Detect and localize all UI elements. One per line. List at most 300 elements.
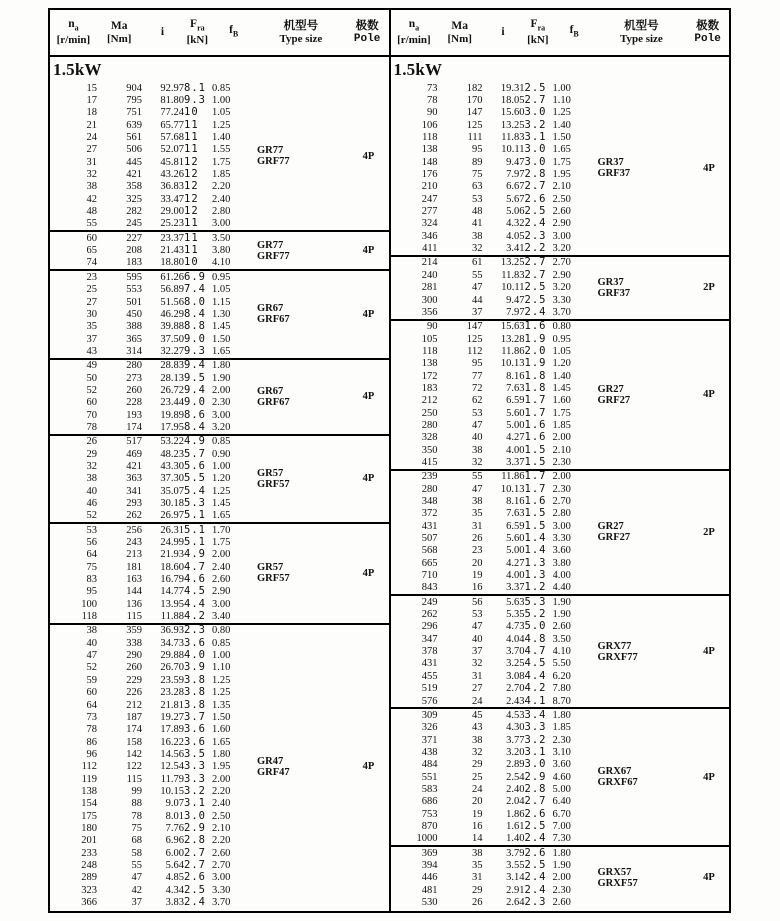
cell-fb: 2.20 (212, 785, 231, 797)
cell-na: 551 (421, 771, 438, 783)
cell-fb: 1.10 (212, 662, 231, 674)
cell-ma: 445 (126, 156, 142, 168)
cell-i: 28.83 (160, 360, 184, 372)
cell-na: 210 (421, 181, 438, 193)
gear-group-GR57 (50, 435, 390, 523)
cell-fra: 4.2 (524, 682, 547, 695)
cell-na: 31 (86, 156, 97, 168)
cell-i: 3.20 (506, 746, 525, 758)
cell-na: 53 (86, 524, 97, 536)
gear-group-GR37 (391, 82, 731, 256)
cell-fra: 2.7 (184, 859, 206, 871)
cell-pole: 4P (703, 872, 715, 884)
cell-na: 411 (422, 243, 438, 255)
cell-fb: 1.80 (212, 360, 231, 372)
cell-i: 39.88 (160, 321, 184, 333)
cell-na: 25 (86, 284, 97, 296)
cell-type-size (598, 320, 688, 470)
cell-fra: 2.6 (524, 846, 547, 859)
cell-type-size (257, 82, 347, 231)
cell-fra: 8.4 (184, 308, 206, 320)
cell-ma: 115 (126, 773, 142, 785)
cell-i: 7.63 (506, 508, 525, 520)
cell-fra: 2.0 (524, 345, 547, 357)
cell-ma: 112 (467, 345, 483, 357)
cell-i: 2.89 (506, 759, 525, 771)
cell-pole: 4P (703, 389, 715, 401)
cell-fb: 6.20 (552, 670, 571, 682)
cell-i: 17.89 (160, 724, 184, 736)
type-size-label: GRX57 (597, 866, 632, 878)
type-size-label: GR27 (597, 521, 624, 533)
cell-fra: 4.9 (184, 435, 206, 448)
cell-na: 29 (86, 448, 97, 460)
cell-fb: 2.30 (552, 884, 571, 896)
cell-na: 95 (86, 586, 97, 598)
cell-na: 55 (86, 218, 97, 230)
cell-type-size (257, 435, 347, 523)
cell-pole: 4P (362, 308, 375, 320)
cell-i: 21.43 (160, 245, 184, 257)
cell-i: 2.43 (506, 695, 525, 707)
cell-i: 5.63 (506, 596, 525, 608)
cell-na: 138 (81, 785, 97, 797)
cell-fb: 1.40 (552, 370, 571, 382)
cell-na: 348 (421, 496, 438, 508)
cell-i: 18.80 (160, 257, 184, 269)
cell-ma: 75 (131, 822, 142, 834)
cell-fb: 1.00 (212, 460, 231, 472)
gear-group-GR47 (50, 624, 390, 909)
cell-fb: 1.90 (212, 372, 231, 384)
cell-ma: 38 (472, 230, 483, 242)
cell-fb: 3.80 (212, 245, 231, 257)
cell-ma: 421 (126, 460, 142, 472)
column-header-label: Ma (451, 19, 468, 32)
cell-fra: 11 (184, 231, 199, 244)
cell-fra: 2.6 (184, 871, 206, 884)
cell-na: 52 (86, 662, 97, 674)
cell-fb: 2.10 (552, 181, 571, 193)
cell-fra: 1.7 (524, 470, 547, 483)
cell-fra: 1.5 (524, 456, 547, 468)
cell-fb: 1.80 (552, 847, 571, 859)
cell-fra: 8.4 (184, 421, 206, 433)
column-header-label: i (160, 26, 165, 38)
cell-fra: 2.5 (524, 281, 547, 294)
cell-na: 64 (86, 549, 97, 561)
cell-ma: 35 (472, 508, 483, 520)
cell-ma: 45 (472, 709, 483, 721)
cell-i: 56.89 (160, 284, 184, 296)
cell-na: 346 (421, 230, 438, 242)
cell-na: 86 (86, 736, 97, 748)
cell-i: 9.47 (506, 294, 525, 306)
cell-fb: 2.00 (212, 773, 231, 785)
cell-na: 455 (421, 670, 438, 682)
cell-ma: 363 (126, 473, 142, 485)
gear-group-GRX77 (391, 595, 731, 708)
cell-i: 10.15 (160, 785, 184, 797)
cell-i: 3.14 (506, 872, 525, 884)
cell-na: 369 (421, 847, 438, 859)
column-header-unit: [kN] (186, 34, 209, 47)
cell-ma: 282 (126, 206, 142, 218)
cell-na: 118 (81, 611, 97, 623)
cell-na: 30 (86, 308, 97, 320)
cell-fb: 2.90 (552, 218, 571, 230)
cell-na: 32 (86, 460, 97, 472)
cell-na: 249 (421, 596, 438, 608)
cell-na: 15 (86, 82, 97, 94)
cell-fb: 2.00 (552, 432, 571, 444)
rating-table-left (50, 82, 390, 909)
cell-na: 180 (81, 822, 97, 834)
column-header-label: $n_a$ (408, 17, 420, 33)
cell-na: 183 (421, 382, 438, 394)
cell-fra: 4.0 (184, 649, 206, 662)
cell-ma: 42 (131, 884, 142, 896)
cell-fb: 0.85 (212, 436, 231, 448)
type-size-label: GR67 (257, 385, 284, 397)
cell-fra: 1.4 (524, 544, 547, 557)
cell-na: 100 (81, 598, 97, 610)
cell-fb: 1.95 (212, 761, 231, 773)
cell-fb: 2.90 (212, 586, 231, 598)
cell-i: 7.97 (506, 306, 525, 318)
column-header-na (50, 10, 97, 55)
type-size-label: GRF57 (257, 478, 290, 490)
cell-fra: 3.3 (184, 772, 206, 785)
cell-na: 154 (81, 798, 97, 810)
cell-fb: 2.50 (552, 193, 571, 205)
cell-fra: 2.2 (524, 242, 547, 255)
cell-fra: 2.5 (524, 859, 547, 871)
cell-fb: 2.70 (212, 859, 231, 871)
cell-fra: 4.2 (184, 610, 206, 623)
cell-fb: 1.70 (212, 524, 231, 536)
cell-type-size (257, 523, 347, 624)
cell-i: 1.40 (506, 833, 525, 845)
cell-ma: 183 (126, 257, 142, 269)
cell-i: 23.28 (160, 687, 184, 699)
cell-fra: 4.7 (524, 645, 547, 658)
cell-ma: 48 (472, 206, 483, 218)
cell-type-size (598, 846, 688, 909)
cell-fra: 5.2 (524, 608, 547, 621)
cell-fra: 12 (184, 156, 199, 168)
cell-ma: 47 (472, 282, 483, 294)
cell-ma: 43 (472, 722, 483, 734)
table-row (391, 82, 731, 94)
gear-group-GR77 (50, 82, 390, 231)
cell-fb: 1.05 (212, 284, 231, 296)
cell-i: 2.40 (506, 783, 525, 795)
cell-ma: 359 (126, 625, 142, 637)
cell-i: 29.00 (160, 206, 184, 218)
table-row (391, 595, 731, 608)
cell-ma: 125 (466, 333, 483, 345)
cell-fb: 3.20 (552, 243, 571, 255)
cell-pole: 4P (362, 761, 375, 773)
cell-ma: 62 (472, 395, 483, 407)
cell-i: 23.59 (160, 674, 184, 686)
type-size-label: GRF77 (257, 156, 290, 168)
cell-ma: 213 (126, 549, 142, 561)
cell-fra: 1.7 (524, 406, 547, 419)
cell-fra: 9.3 (184, 94, 206, 107)
cell-na: 83 (86, 574, 97, 586)
cell-ma: 115 (126, 611, 142, 623)
cell-i: 3.77 (506, 734, 525, 746)
cell-ma: 111 (467, 132, 483, 144)
cell-fra: 4.5 (184, 585, 206, 598)
cell-ma: 32 (472, 456, 483, 468)
cell-na: 326 (421, 722, 438, 734)
cell-i: 4.30 (506, 722, 525, 734)
cell-ma: 27 (472, 683, 483, 695)
cell-i: 4.05 (506, 230, 525, 242)
cell-fb: 3.00 (552, 520, 571, 532)
cell-i: 13.95 (160, 598, 184, 610)
cell-i: 53.22 (160, 436, 184, 448)
cell-na: 240 (421, 269, 438, 281)
column-header-ma (97, 10, 142, 55)
cell-i: 14.77 (160, 586, 184, 598)
cell-fb: 1.05 (552, 345, 571, 357)
cell-fra: 2.3 (524, 896, 547, 909)
cell-fb: 2.60 (212, 847, 231, 859)
cell-fra: 3.0 (524, 758, 547, 771)
cell-ma: 44 (472, 294, 483, 306)
cell-fra: 4.6 (184, 573, 206, 586)
cell-na: 665 (421, 557, 438, 569)
cell-na: 38 (86, 181, 97, 193)
cell-fra: 1.7 (524, 394, 547, 407)
cell-fra: 6.9 (184, 270, 206, 283)
cell-ma: 193 (126, 409, 142, 421)
cell-fra: 3.1 (184, 797, 206, 810)
cell-i: 5.67 (506, 193, 525, 205)
column-header-na (391, 10, 438, 55)
cell-i: 4.27 (506, 432, 525, 444)
cell-na: 300 (421, 294, 438, 306)
cell-fra: 11 (184, 119, 199, 131)
cell-fra: 8.6 (184, 408, 206, 421)
cell-i: 21.93 (160, 549, 184, 561)
cell-ma: 174 (126, 724, 142, 736)
cell-fb: 3.70 (552, 306, 571, 318)
cell-na: 324 (421, 218, 438, 230)
cell-na: 710 (421, 570, 438, 582)
cell-i: 4.32 (506, 218, 525, 230)
cell-ma: 24 (472, 783, 483, 795)
cell-fb: 3.20 (212, 421, 231, 433)
cell-i: 23.37 (160, 232, 184, 244)
cell-fra: 4.4 (184, 598, 206, 610)
cell-fb: 5.00 (552, 783, 571, 795)
cell-fra: 2.5 (524, 820, 547, 832)
cell-na: 201 (81, 835, 97, 847)
cell-fb: 3.00 (212, 409, 231, 421)
cell-fra: 4.5 (524, 657, 547, 670)
cell-fb: 2.30 (552, 456, 571, 468)
cell-i: 13.25 (500, 119, 525, 131)
cell-ma: 25 (472, 771, 483, 783)
column-header-unit: Type size (279, 32, 323, 45)
cell-i: 4.04 (506, 633, 525, 645)
table-row (391, 846, 731, 859)
cell-na: 176 (421, 169, 438, 181)
cell-fra: 11 (184, 131, 199, 144)
cell-fra: 2.6 (524, 193, 547, 205)
cell-fra: 3.8 (184, 698, 206, 711)
cell-fb: 1.25 (212, 119, 231, 131)
table-left-half (50, 10, 389, 911)
cell-fb: 1.25 (212, 485, 231, 497)
cell-fra: 2.5 (524, 293, 547, 306)
cell-fb: 0.85 (212, 82, 231, 94)
cell-ma: 341 (126, 485, 142, 497)
cell-fra: 3.0 (184, 809, 206, 822)
column-header-fb (211, 10, 256, 55)
cell-pole: 4P (362, 391, 375, 403)
cell-i: 5.35 (506, 609, 525, 621)
cell-fra: 10 (184, 256, 199, 269)
cell-i: 16.22 (160, 736, 184, 748)
cell-i: 33.47 (160, 193, 184, 205)
cell-fra: 1.2 (524, 581, 547, 594)
cell-i: 26.72 (160, 384, 184, 396)
cell-na: 56 (86, 537, 97, 549)
cell-ma: 77 (472, 370, 483, 382)
cell-fra: 11 (184, 244, 199, 257)
cell-fb: 1.50 (552, 132, 571, 144)
cell-fb: 2.30 (552, 483, 571, 495)
cell-fb: 1.75 (552, 156, 571, 168)
cell-ma: 55 (131, 859, 142, 871)
cell-ma: 95 (472, 358, 483, 370)
cell-ma: 40 (472, 432, 483, 444)
cell-fra: 3.3 (184, 760, 206, 773)
cell-na: 568 (421, 545, 438, 557)
cell-fra: 2.4 (524, 871, 547, 884)
cell-na: 280 (421, 419, 438, 431)
cell-na: 519 (421, 683, 438, 695)
cell-fra: 2.7 (524, 256, 547, 269)
cell-ma: 99 (131, 785, 142, 797)
cell-fb: 1.65 (212, 510, 231, 522)
column-header-label: 机型号 (283, 19, 319, 32)
column-header-i (482, 10, 524, 55)
type-size-label: GRXF77 (597, 651, 638, 663)
cell-type-size (598, 470, 688, 595)
cell-fra: 2.7 (524, 795, 547, 808)
cell-fra: 5.3 (524, 595, 547, 608)
cell-i: 5.64 (165, 859, 184, 871)
cell-fb: 1.60 (212, 724, 231, 736)
cell-na: 52 (86, 384, 97, 396)
cell-type-size (257, 231, 347, 270)
cell-fra: 1.6 (524, 495, 547, 508)
cell-fb: 1.65 (552, 144, 571, 156)
cell-ma: 20 (472, 796, 483, 808)
cell-fra: 2.3 (184, 624, 206, 637)
cell-na: 40 (86, 637, 97, 649)
cell-na: 26 (86, 436, 97, 448)
cell-fb: 6.40 (552, 796, 571, 808)
cell-fra: 3.6 (184, 723, 206, 736)
cell-fb: 3.00 (552, 230, 571, 242)
cell-fb: 1.25 (552, 107, 571, 119)
cell-na: 446 (421, 872, 438, 884)
cell-i: 51.56 (160, 296, 184, 308)
cell-fb: 2.70 (552, 496, 571, 508)
cell-ma: 32 (472, 746, 483, 758)
cell-i: 11.86 (501, 345, 525, 357)
cell-na: 372 (421, 508, 438, 520)
cell-ma: 72 (472, 382, 483, 394)
type-size-label: GRF27 (597, 532, 631, 544)
cell-fra: 5.6 (184, 460, 206, 472)
cell-ma: 63 (472, 181, 483, 193)
cell-i: 5.06 (506, 206, 525, 218)
gearmotor-rating-table (48, 8, 731, 913)
cell-fb: 1.15 (212, 296, 231, 308)
cell-ma: 147 (466, 321, 483, 333)
cell-fb: 1.20 (552, 358, 571, 370)
column-header-pole (686, 10, 729, 55)
cell-pole: 4P (362, 245, 375, 257)
cell-ma: 182 (466, 82, 483, 94)
cell-i: 43.26 (160, 169, 184, 181)
cell-na: 753 (421, 808, 438, 820)
cell-pole: 2P (703, 282, 715, 294)
cell-i: 34.73 (160, 637, 184, 649)
type-size-label: GRF47 (257, 766, 290, 778)
cell-fra: 1.3 (524, 557, 547, 569)
cell-fb: 1.50 (212, 711, 231, 723)
cell-fra: 3.0 (524, 156, 547, 168)
table-row (391, 708, 731, 721)
cell-fb: 1.35 (212, 699, 231, 711)
cell-fra: 1.8 (524, 369, 547, 382)
column-header-label: $n_a$ (68, 17, 79, 33)
cell-i: 3.08 (506, 670, 525, 682)
cell-fra: 5.3 (184, 497, 206, 510)
cell-i: 25.23 (160, 218, 184, 230)
cell-fra: 11 (184, 143, 199, 156)
cell-ma: 55 (472, 471, 483, 483)
cell-fb: 3.50 (212, 232, 231, 244)
cell-ma: 142 (126, 748, 142, 760)
section-power-label: 1.5kW (393, 59, 443, 79)
cell-fra: 11 (184, 217, 199, 230)
cell-fra: 4.4 (524, 670, 547, 682)
cell-i: 6.59 (506, 520, 525, 532)
cell-ma: 37 (131, 897, 142, 909)
column-header-fb (552, 10, 597, 55)
cell-fb: 1.40 (212, 132, 231, 144)
cell-na: 74 (86, 257, 97, 269)
cell-fb: 3.10 (552, 746, 571, 758)
cell-i: 14.56 (160, 748, 184, 760)
cell-ma: 53 (472, 193, 483, 205)
cell-fb: 3.60 (552, 759, 571, 771)
cell-fra: 2.4 (524, 884, 547, 896)
cell-pole: 2P (703, 526, 715, 538)
table-row (50, 82, 390, 94)
